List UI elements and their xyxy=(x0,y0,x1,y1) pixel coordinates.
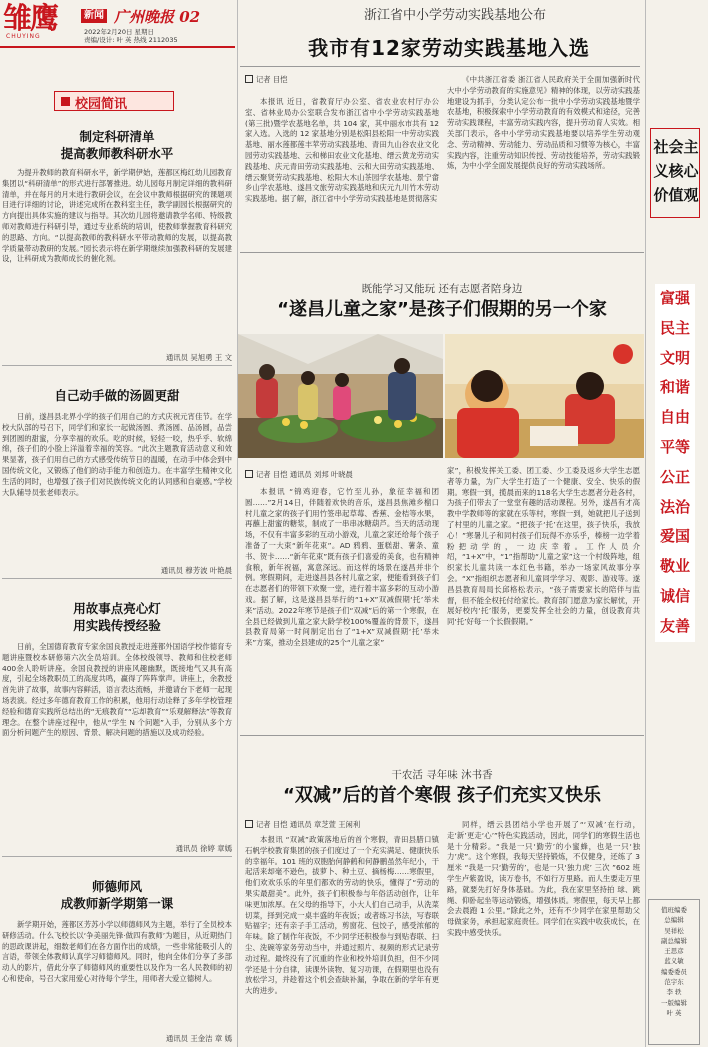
editor-line: 责编/设计: 叶 英 热线 2112035 xyxy=(84,36,178,44)
main-a2-body-left: 本报讯 “锦鸡迎春，它竹至儿孙，象征幸福和团圆……”2月14日，伴随着欢快的音乐，遂昌县焦滩乡榴口村儿童之家的孩子们用竹签串起草莓、香蕉、金桔等水果，再蘸上甜蜜的糖浆，制成了一串串冰糖葫芦。当天的活动现场，不仅有丰富多彩的互动小游戏，儿童之家还给每个孩子准备了一大束“新年花束”。AD 鸦鸦、蛋糕甜、薯条、童书、贺卡……“新年花束”既有孩子们喜爱的美食，也有精神食粮，新年祝福，寓意深远。而这样的场景在遂昌并非个例。寒假期间，走进遂昌县各村儿童之家，便能看到孩子们在志愿者们的带领下欢聚一堂，进行着丰富多彩的互动小游戏。据了解，这是遂昌县举行的“1+X”双减假期‘托’举未来”活动。2022年寒节是孩子们“双减”后的第一个寒假，在全县已经做到儿童之家大龄学校100%覆盖的背景下，遂昌县教育局第一时间制定出台了“1+X”双减假期‘托’举未来”方案，推动全县建成的25个“儿童之家” xyxy=(245,487,439,648)
main-a1-kicker: 浙江省中小学劳动实践基地公布 xyxy=(363,8,546,23)
byline-box-icon xyxy=(245,820,253,828)
left-a3-title-2: 用实践传授经验 xyxy=(73,618,161,633)
masthead-logo: 雏鹰 xyxy=(3,1,58,35)
left-a1-title-1: 制定科研清单 xyxy=(79,129,155,144)
value-item: 和谐 xyxy=(659,378,690,397)
column-separator xyxy=(645,0,646,1047)
core-values-box xyxy=(650,128,700,218)
value-item: 自由 xyxy=(659,408,690,427)
staff-line: 值班编委 xyxy=(661,906,687,914)
staff-line: 蓝义敏 xyxy=(664,957,684,966)
news-tag: 新闻 xyxy=(81,9,107,23)
column-separator xyxy=(237,0,238,1047)
main-a3-byline xyxy=(245,820,360,830)
staff-line: 范宇东 xyxy=(664,978,684,987)
left-a4-body: 新学期开始，莲都区芳苏小学以师德师风为主题，举行了全员校本研修活动。什么飞校长以‘争美丽先锋·做四有教师’为题目，从近期热门的思政课讲起，细数老师们在各方面作出的成绩，一些非常能吸引人的言语，带领全体教师认真学习师德师风。同时，他向全体们分享了多部动人的影片，借此分享了师德师风的重要性以及作为一名人民教师的初心和使命，号召大家用爱心对待每个学生，用师者大爱立德树人。 xyxy=(2,920,232,983)
left-a3-title-1: 用故事点亮心灯 xyxy=(73,601,161,616)
staff-line: 一版编辑 xyxy=(661,998,687,1007)
value-item: 平等 xyxy=(659,437,690,456)
main-a1-body-left: 本报讯 近日，省教育厅办公室、省农业农村厅办公室、省林业局办公室联合发布浙江省中小学劳动实践基地(第三批)暨学农基地名单，共 104 家，其中丽水市共有 12家入选。入选的 12 家基地分别是松阳县松阳一中劳动实践基地、丽水莲都莲丰苹劳动实践基地、青田九山谷农业文化园劳动实践基地、云和梯田农业文化基地、缙云黄龙劳动实践基地、庆元青田劳动实践基地、云和大田劳动实践基地、缙云聚贤劳动实践基地、松阳大木山茶园学农基地、景宁畲乡山学农基地、遂昌文旅劳动实践基地和庆元九川竹木劳动实践基地。据了解，浙江省中小学劳动实践基地是贯彻落实 xyxy=(245,97,439,204)
date-line: 2022年2月20日 星期日 xyxy=(84,28,155,36)
photo-children-craft xyxy=(445,334,644,458)
divider xyxy=(2,365,232,366)
value-item: 诚信 xyxy=(659,586,690,605)
staff-line: 吴祥松 xyxy=(664,926,684,935)
left-a3-body: 日前，全国德育教育专家余国良教授走进莲都外国语学校作德育专题讲座暨校本研修第六次全员培训。全体校级领导、教师和住校老师400余人聆听讲座。余国良教授的讲座风趣幽默，既接地气又具有高度，引起全场教职员工的高度共鸣，赢得了阵阵掌声。讲座上，余教授首先讲了故事，故事内容鲜活，语言表达流畅，并邀请台下老师一起现场表演。经过多年德育教育工作的积累，他用行动诠释了多年学校管理经验和德育实践所总结出的“无痕教育”“忘却教育”“乐观解释法”等教育理念。在整个讲座过程中，他从“学生 N 个问题”入手，分别从多个方面分析问题产生的原因、背景、解决问题的措施以及成功经验。 xyxy=(2,642,232,738)
staff-line: 编委委员 xyxy=(661,967,687,976)
divider xyxy=(240,735,644,736)
staff-line: 总编辑 xyxy=(664,916,684,925)
left-a4-title-1: 师德师风 xyxy=(91,879,142,894)
section-label-box xyxy=(54,91,174,111)
main-a1-body-right: 《中共浙江省委 浙江省人民政府关于全面加强新时代大中小学劳动教育的实施意见》精神的体现，以劳动实践基地建设为抓手，分类认定公布一批中小学劳动实践基地暨学农基地，积极探索中小学劳动教育的有效模式和途径，完善劳动实践课程，丰富劳动实践内容，提升劳动育人实效。相关部门表示，各中小学劳动实践基地要以培养学生劳动观念、劳动精神、劳动能力、劳动品质和习惯等为核心，丰富实践内容，注重劳动知识传授、劳动技能培养，劳动实践锻炼，为中小学全面发展提供良好的劳动实践场所。 xyxy=(447,75,640,171)
left-a1-title-2: 提高教师教科研水平 xyxy=(60,146,174,161)
divider xyxy=(240,66,640,67)
photo-children-flowers xyxy=(238,334,443,458)
divider xyxy=(240,252,644,253)
left-column xyxy=(2,55,234,1045)
core-values-list xyxy=(655,284,695,642)
main-a1-byline xyxy=(245,75,288,85)
staff-line: 叶 英 xyxy=(666,1008,682,1017)
byline-box-icon xyxy=(245,75,253,83)
main-a2-kicker: 既能学习又能玩 还有志愿者陪身边 xyxy=(361,283,523,295)
left-a3-byline: 通讯员 徐婷 章嫣 xyxy=(175,844,232,853)
value-item: 民主 xyxy=(659,318,690,337)
section-label: 校园简讯 xyxy=(75,97,128,112)
left-a1-body: 为提升教师的教育科研水平，新学期伊始，莲都区梅红幼儿园教育集团以“科研清单”的形式进行部署推进。幼儿园每月制定详细的教科研清单，并在每月的月末进行教研会议，在会议中教师根据研究的课题项目进行详细的讨论，讲述完成所在教科室主任，教学副园长根据研究的方向提出具体实施的建议与指导。其次幼儿园将邀请教学名师、特级教师对教师进行科研引导，通过专业系统的培训，使教师掌握教育科研究的思路、方向。“以提高教师的教科研水平带动教师的发展，以提高教学质量带动教研的发展。”园长表示将在新学期继续加强教科研的发展建设，让科研成为教师成长的催化剂。 xyxy=(2,168,232,264)
left-a4-byline: 通讯员 王金洁 章 嫣 xyxy=(165,1034,232,1043)
byline-box-icon xyxy=(245,470,253,478)
value-item: 敬业 xyxy=(659,557,690,576)
main-a3-byline-text: 记者 目恺 通讯员 章芝萱 王闲利 xyxy=(256,820,361,829)
divider xyxy=(2,578,232,579)
main-a2-byline xyxy=(245,470,353,480)
value-item: 爱国 xyxy=(659,527,690,546)
staff-box xyxy=(648,899,700,1045)
left-a2-title: 自己动手做的汤圆更甜 xyxy=(54,388,180,403)
section-square-icon xyxy=(61,97,70,106)
value-item: 富强 xyxy=(659,289,690,307)
main-a1-headline: 我市有12家劳动实践基地入选 xyxy=(308,36,590,60)
masthead xyxy=(0,0,235,44)
value-item: 公正 xyxy=(659,467,690,486)
left-a2-body: 日前，遂昌县北界小学的孩子们用自己的方式庆祝元宵佳节。在学校大队部的号召下，同学们和家长一起做汤圆、煮汤圆、品汤圆，品尝到团圆的甜蜜，分享幸福的欢乐。吃的时候，轻轻一咬，热乎乎、软绵绵，孩子们的小脸上洋溢着幸福的笑容。“此次主题教育活动意义和效果显著，孩子们用自己的方式感受传统节日的温暖，在动手中体会到中国传统文化，又锻炼了他们的动手能力和创造力。在丰富学生精神文化生活的同时，也增强了孩子们对民族传统文化的认同感和自豪感。”学校大队辅导员张老师表示。 xyxy=(2,412,232,497)
main-a3-kicker: 干农活 寻年味 沐书香 xyxy=(391,769,493,781)
main-a3-body-left: 本报讯 “双减”政策落地后的首个寒假，青田县腊口镇石帆学校教育集团的孩子们度过了一个充实满足、健康快乐的幸福年。101 班的双胞胎何静鹤和何静鹏虽然年纪小，干起活来却毫不逊色，拔萝卜、种土豆、摘杨梅……寒假里，他们欢欢乐乐的年里们都欢的劳动的快乐，懂得了“劳动的果实最甜美”。此外，孩子们积极参与年俗活动创作，让年味更加浓厚。在父母的指导下，小大人们自己动手，从洗菜切菜，择到完成一桌丰盛的年夜饭；或者练习书法，写春联贴福字；还有亲子手工活动，剪窗花、包饺子，感受浓郁的年味。除了制作年夜饭，不少同学还积极参与到贴春联、扫尘、洗碗等家务劳动当中，并通过照片、视频的形式记录劳动过程。最终没有了沉重的作业和校外培训负担，但不少同学还是十分自律，读课外读物、复习功课，在假期里也没有放松学习，并趁着这个机会查缺补漏，争取在新的学年有更大的进步。 xyxy=(245,835,439,996)
main-a1-byline-text: 记者 目恺 xyxy=(256,75,288,84)
value-item: 法治 xyxy=(659,497,690,516)
main-a2-byline-text: 记者 目恺 通讯员 刘邦 叶晓晨 xyxy=(256,470,353,479)
staff-line: 王思彦 xyxy=(664,947,684,956)
value-item: 友善 xyxy=(659,616,690,635)
core-values-title: 社会主义核心价值观 xyxy=(653,138,699,204)
divider xyxy=(2,856,232,857)
left-a4-title-2: 成教师新学期第一课 xyxy=(60,896,174,911)
left-a2-byline: 通讯员 穆芳波 叶艳晨 xyxy=(160,566,232,575)
main-a2-body-right: 家”，积极发挥关工委、团工委、少工委及返乡大学生志愿者等力量，为广大学生打造了一个健康、安全、快乐的假期。寒假一到，揽晨而来的118名大学生志愿者分赴各村，为孩子们带去了一堂堂有趣的活动课程。另外，遂昌有才高教中学教师等的家就在乐等村，寒假一到，她就把儿子送到了村里的儿童之家。“把孩子‘托’在这里，孩子快乐，我放心！”寒暑儿子和同村孩子们玩得不亦乐乎，榛榜一边学着粉把动学的，一边庆幸着。工作人员介绍，“1+X”中，“1”指帮助“儿童之家”这一个村级阵地，组织家长儿童共读一本红色书籍，举办一场家风故事分享会。“X”指组织志愿者和儿童同学学习、观影、游戏等。遂昌县教育局局长邱格松表示，“孩子需要家长的陪伴与监督，但不能全权托付给家长。教育部门愿意为家长解忧，开展好校内‘托’服务，更要发挥全社会的力量，创设教育共同‘托’好每一个长假假期。” xyxy=(447,466,640,627)
main-a3-headline: “双减”后的首个寒假 孩子们充实又快乐 xyxy=(283,785,601,806)
value-item: 文明 xyxy=(659,348,690,367)
masthead-rule xyxy=(0,46,235,48)
main-a2-headline: “遂昌儿童之家”是孩子们假期的另一个家 xyxy=(277,299,607,320)
left-a1-byline: 通讯员 吴旭勇 王 文 xyxy=(165,353,232,362)
staff-line: 李 轶 xyxy=(666,988,682,997)
main-a3-body-right: 同样，缙云县团结小学也开展了“‘双减’在行动，走‘新’更走‘心’”特色实践活动，因此，同学们的寒假生活也是十分精彩。“我是一只‘勤劳’的小蜜蜂，也是一只‘独力’虎”。这个寒假，我每天坚持锻炼，不仅健身，还练了 3 厘米 “我是一只‘勤劳的’，也是一只‘独力虎’ 三次 ”602 班学生卢紫盈说，读万卷书，不如行万里路。而人生要走万里路，就要先打好身体基础。为此，我在家里坚持拍 球、跳绳、仰卧起坐等运动锻炼，增强体质。寒假里，每天早上都会去晨跑 1 公里。”除此之外，还有不少同学在家里帮助父母做家务，承担起家庭责任。同学们在实践中收获成长，在实践中感受快乐。 xyxy=(447,820,640,937)
masthead-logo-sub: CHUYING xyxy=(6,33,41,40)
paper-name: 广州晚报 02 xyxy=(114,8,201,26)
staff-line: 副总编辑 xyxy=(661,936,687,945)
